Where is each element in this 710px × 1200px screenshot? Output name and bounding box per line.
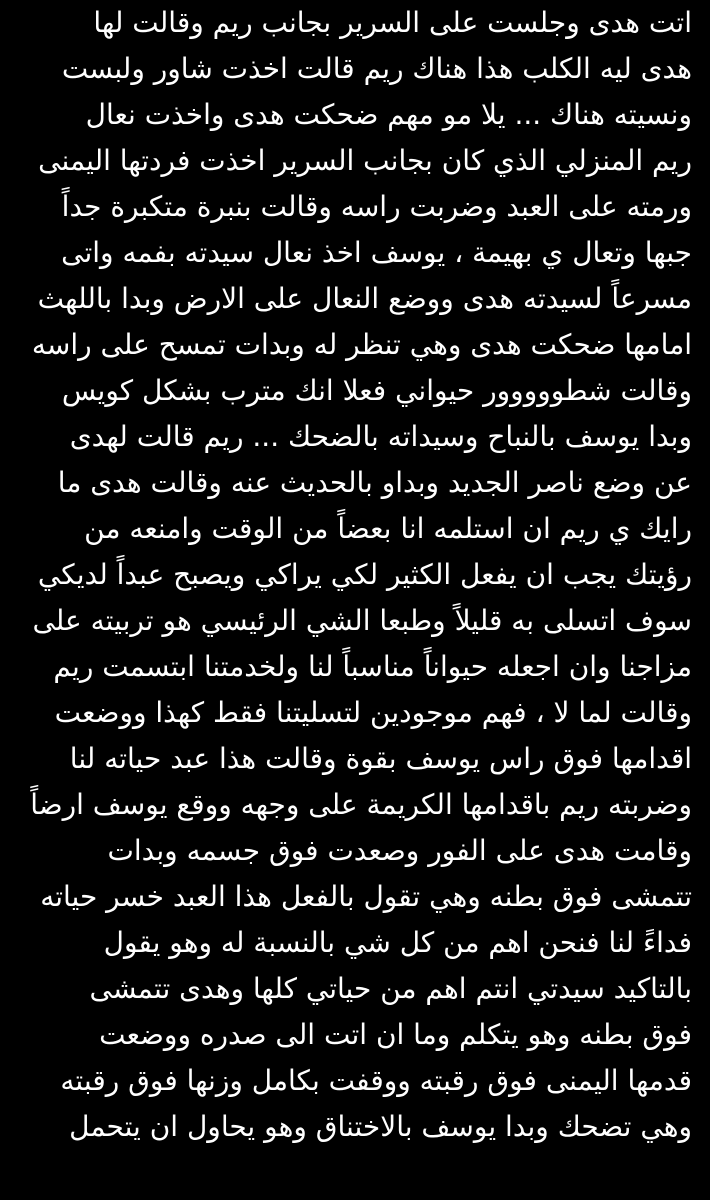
text-line: ونسيته هناك ... يلا مو مهم ضحكت هدى واخذت نعال (85, 98, 692, 131)
text-line: عن وضع ناصر الجديد وبداو بالحديث عنه وقالت هدى ما (57, 466, 692, 499)
text-line: اقدامها فوق راس يوسف بقوة وقالت هذا عبد حياته لنا (69, 742, 692, 775)
text-line: وقالت شطووووور حيواني فعلا انك مترب بشكل كويس (61, 374, 692, 407)
text-line: سوف اتسلى به قليلاً وطبعا الشي الرئيسي هو تربيته على (32, 604, 692, 637)
text-line: وهي تضحك وبدا يوسف بالاختناق وهو يحاول ان يتحمل (69, 1110, 692, 1143)
text-line: رايك ي ريم ان استلمه انا بعضاً من الوقت وامنعه من (84, 512, 692, 545)
text-line: مسرعاً لسيدته هدى ووضع النعال على الارض وبدا باللهث (37, 282, 692, 315)
text-line: وبدا يوسف بالنباح وسيداته بالضحك ... ريم قالت لهدى (69, 420, 692, 453)
text-line: رؤيتك يجب ان يفعل الكثير لكي يراكي ويصبح عبداً لديكي (37, 558, 692, 591)
text-line: وضربته ريم باقدامها الكريمة على وجهه ووقع يوسف ارضاً (30, 788, 692, 821)
text-line: اتت هدى وجلست على السرير بجانب ريم وقالت لها (93, 6, 692, 39)
text-line: تتمشى فوق بطنه وهي تقول بالفعل هذا العبد خسر حياته (40, 880, 692, 913)
text-line: امامها ضحكت هدى وهي تنظر له وبدات تمسح على راسه (31, 328, 692, 361)
text-line: فداءً لنا فنحن اهم من كل شي بالنسبة له وهو يقول (103, 926, 692, 959)
text-line: وقامت هدى على الفور وصعدت فوق جسمه وبدات (107, 834, 692, 867)
story-text-block (18, 0, 692, 1150)
text-line: فوق بطنه وهو يتكلم وما ان اتت الى صدره ووضعت (99, 1018, 692, 1051)
text-line: هدى ليه الكلب هذا هناك ريم قالت اخذت شاور ولبست (61, 52, 692, 85)
text-line: قدمها اليمنى فوق رقبته ووقفت بكامل وزنها فوق رقبته (60, 1064, 692, 1097)
text-line: جبها وتعال ي بهيمة ، يوسف اخذ نعال سيدته بفمه واتى (61, 236, 692, 269)
text-line: بالتاكيد سيدتي انتم اهم من حياتي كلها وهدى تتمشى (89, 972, 692, 1005)
text-line: وقالت لما لا ، فهم موجودين لتسليتنا فقط كهذا ووضعت (54, 696, 692, 729)
text-line: ريم المنزلي الذي كان بجانب السرير اخذت فردتها اليمنى (38, 144, 692, 177)
text-line: ورمته على العبد وضربت راسه وقالت بنبرة متكبرة جداً (61, 190, 692, 223)
text-line: مزاجنا وان اجعله حيواناً مناسباً لنا ولخدمتنا ابتسمت ريم (53, 650, 692, 683)
